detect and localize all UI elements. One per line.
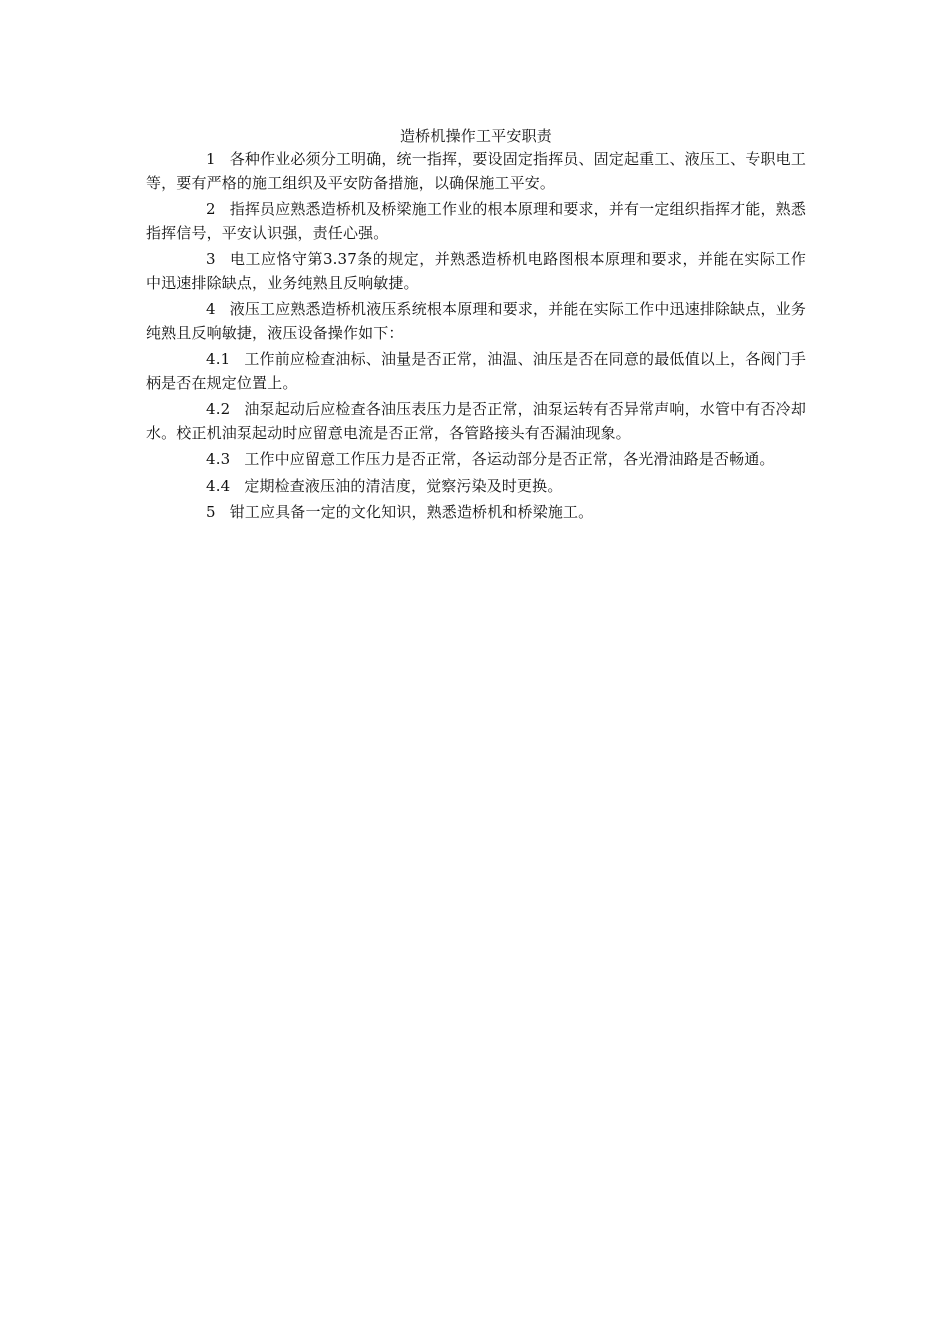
paragraph-5 [146,501,806,525]
paragraph-text: 钳工应具备一定的文化知识，熟悉造桥机和桥梁施工。 [229,503,594,521]
paragraph-number: 3 [206,250,216,268]
paragraph-4-1 [146,348,806,395]
document-title: 造桥机操作工平安职责 [399,127,552,145]
paragraph-text: 电工应恪守第3.37条的规定，并熟悉造桥机电路图根本原理和要求，并能在实际工作中迅速排除缺点，业务纯熟且反响敏捷。 [146,250,806,292]
paragraph-text: 工作中应留意工作压力是否正常，各运动部分是否正常，各光滑油路是否畅通。 [244,450,775,468]
paragraph-text: 液压工应熟悉造桥机液压系统根本原理和要求，并能在实际工作中迅速排除缺点，业务纯熟且反响敏捷，液压设备操作如下： [146,300,806,342]
paragraph-text: 定期检查液压油的清洁度，觉察污染及时更换。 [244,476,563,495]
paragraph-2 [146,198,806,245]
paragraph-number: 5 [206,503,216,521]
paragraph-number: 4 [206,300,216,318]
paragraph-4-2 [146,398,806,445]
document-body [146,126,806,528]
paragraph-4-4 [146,475,806,499]
paragraph-4-3 [146,448,806,472]
paragraph-number: 2 [206,200,216,218]
paragraph-4 [146,298,806,345]
paragraph-text: 各种作业必须分工明确，统一指挥，要设固定指挥员、固定起重工、液压工、专职电工等，要有严格的施工组织及平安防备措施，以确保施工平安。 [146,150,806,192]
paragraph-number: 1 [206,150,216,168]
paragraph-number: 4.4 [206,476,231,495]
paragraph-text: 工作前应检查油标、油量是否正常，油温、油压是否在同意的最低值以上，各阀门手柄是否在规定位置上。 [146,350,806,392]
paragraph-number: 4.1 [206,350,231,368]
paragraph-text: 油泵起动后应检查各油压表压力是否正常，油泵运转有否异常声响，水管中有否冷却水。校正机油泵起动时应留意电流是否正常，各管路接头有否漏油现象。 [146,400,806,442]
paragraph-3 [146,248,806,295]
paragraph-1 [146,148,806,195]
paragraph-number: 4.3 [206,450,231,468]
paragraph-number: 4.2 [206,400,231,418]
paragraph-text: 指挥员应熟悉造桥机及桥梁施工作业的根本原理和要求，并有一定组织指挥才能，熟悉指挥信号，平安认识强，责任心强。 [146,200,806,242]
